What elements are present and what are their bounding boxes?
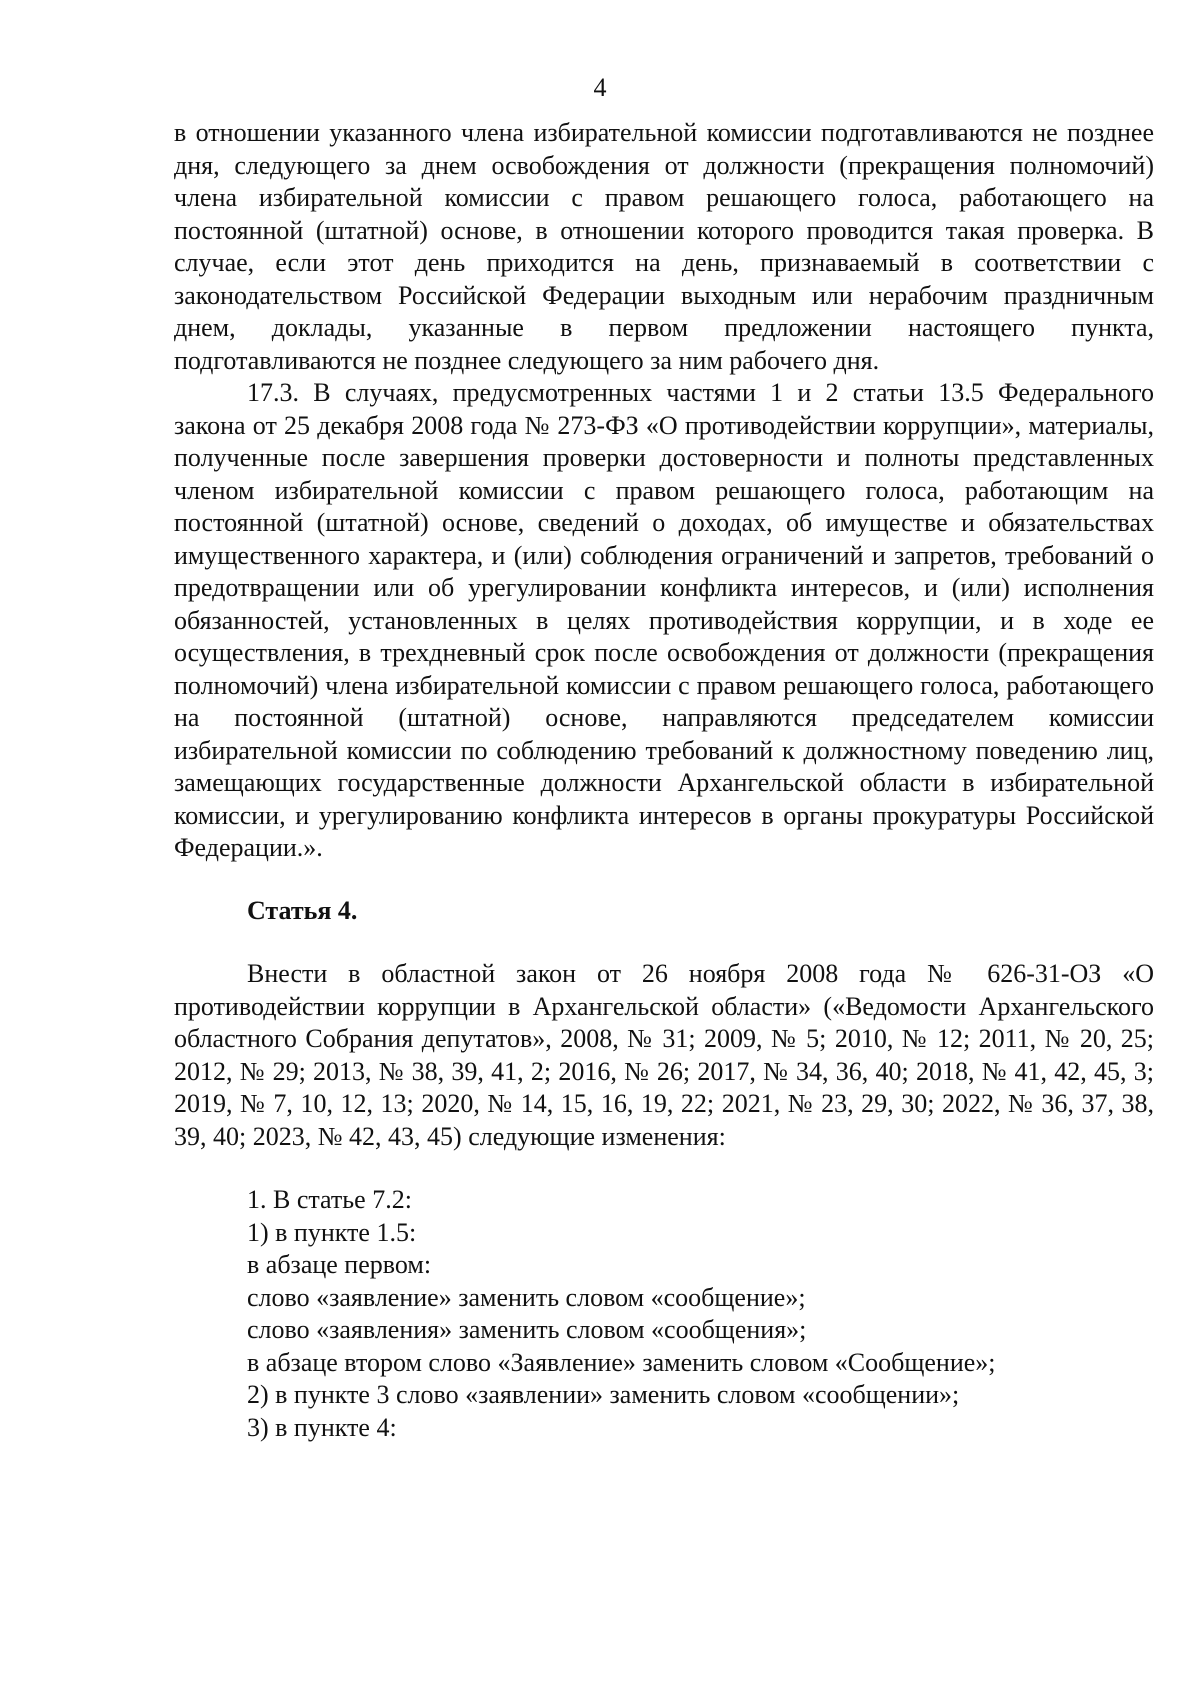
page-number: 4 — [593, 73, 607, 102]
change-item: 3) в пункте 4: — [247, 1412, 397, 1442]
document-body — [174, 117, 1154, 1444]
change-item: слово «заявление» заменить словом «сообщение»; — [247, 1282, 806, 1312]
article-intro: Внести в областной закон от 26 ноября 2008 года № 626-31-ОЗ «О противодействии коррупции в Архангельской области» («Ведомости Архангельского областного Собрания депутатов», 2008, № 31; 2009, № 5; 2010, № 12; 2011, № 20, 25; 2012, № 29; 2013, № 38, 39, 41, 2; 2016, № 26; 2017, № 34, 36, 40; 2018, № 41, 42, 45, 3; 2019, № 7, 10, 12, 13; 2020, № 14, 15, 16, 19, 22; 2021, № 23, 29, 30; 2022, № 36, 37, 38, 39, 40; 2023, № 42, 43, 45) следующие изменения: — [174, 959, 1154, 1151]
change-item: 1. В статье 7.2: — [247, 1185, 412, 1214]
change-item: 1) в пункте 1.5: — [247, 1217, 417, 1247]
changes-list — [174, 1184, 1154, 1444]
change-item: в абзаце первом: — [247, 1250, 432, 1279]
paragraph-continuation: в отношении указанного члена избирательной комиссии подготавливаются не позднее дня, следующего за днем освобождения от должности (прекращения полномочий) члена избирательной комиссии с правом решающего голоса, работающего на постоянной (штатной) основе, в отношении которого проводится такая проверка. В случае, если этот день приходится на день, признаваемый в соответствии с законодательством Российской Федерации выходным или нерабочим праздничным днем, доклады, указанные в первом предложении настоящего пункта, подготавливаются не позднее следующего за ним рабочего дня. — [174, 118, 1154, 375]
paragraph-17-3: 17.3. В случаях, предусмотренных частями 1 и 2 статьи 13.5 Федерального закона от 25 декабря 2008 года № 273-ФЗ «О противодействии коррупции», материалы, полученные после завершения проверки достоверности и полноты представленных членом избирательной комиссии с правом решающего голоса, работающим на постоянной (штатной) основе, сведений о доходах, об имуществе и обязательствах имущественного характера, и (или) соблюдения ограничений и запретов, требований о предотвращении или об урегулировании конфликта интересов, и (или) исполнения обязанностей, установленных в целях противодействия коррупции, и в ходе ее осуществления, в трехдневный срок после освобождения от должности (прекращения полномочий) члена избирательной комиссии с правом решающего голоса, работающего на постоянной (штатной) основе, направляются председателем комиссии избирательной комиссии по соблюдению требований к должностному поведению лиц, замещающих государственные должности Архангельской области в избирательной комиссии, и урегулированию конфликта интересов в органы прокуратуры Российской Федерации.». — [174, 378, 1154, 862]
change-item: слово «заявления» заменить словом «сообщения»; — [247, 1315, 807, 1344]
article-heading: Статья 4. — [247, 895, 358, 925]
change-item: 2) в пункте 3 слово «заявлении» заменить словом «сообщении»; — [247, 1380, 960, 1409]
change-item: в абзаце втором слово «Заявление» заменить словом «Сообщение»; — [247, 1347, 996, 1377]
